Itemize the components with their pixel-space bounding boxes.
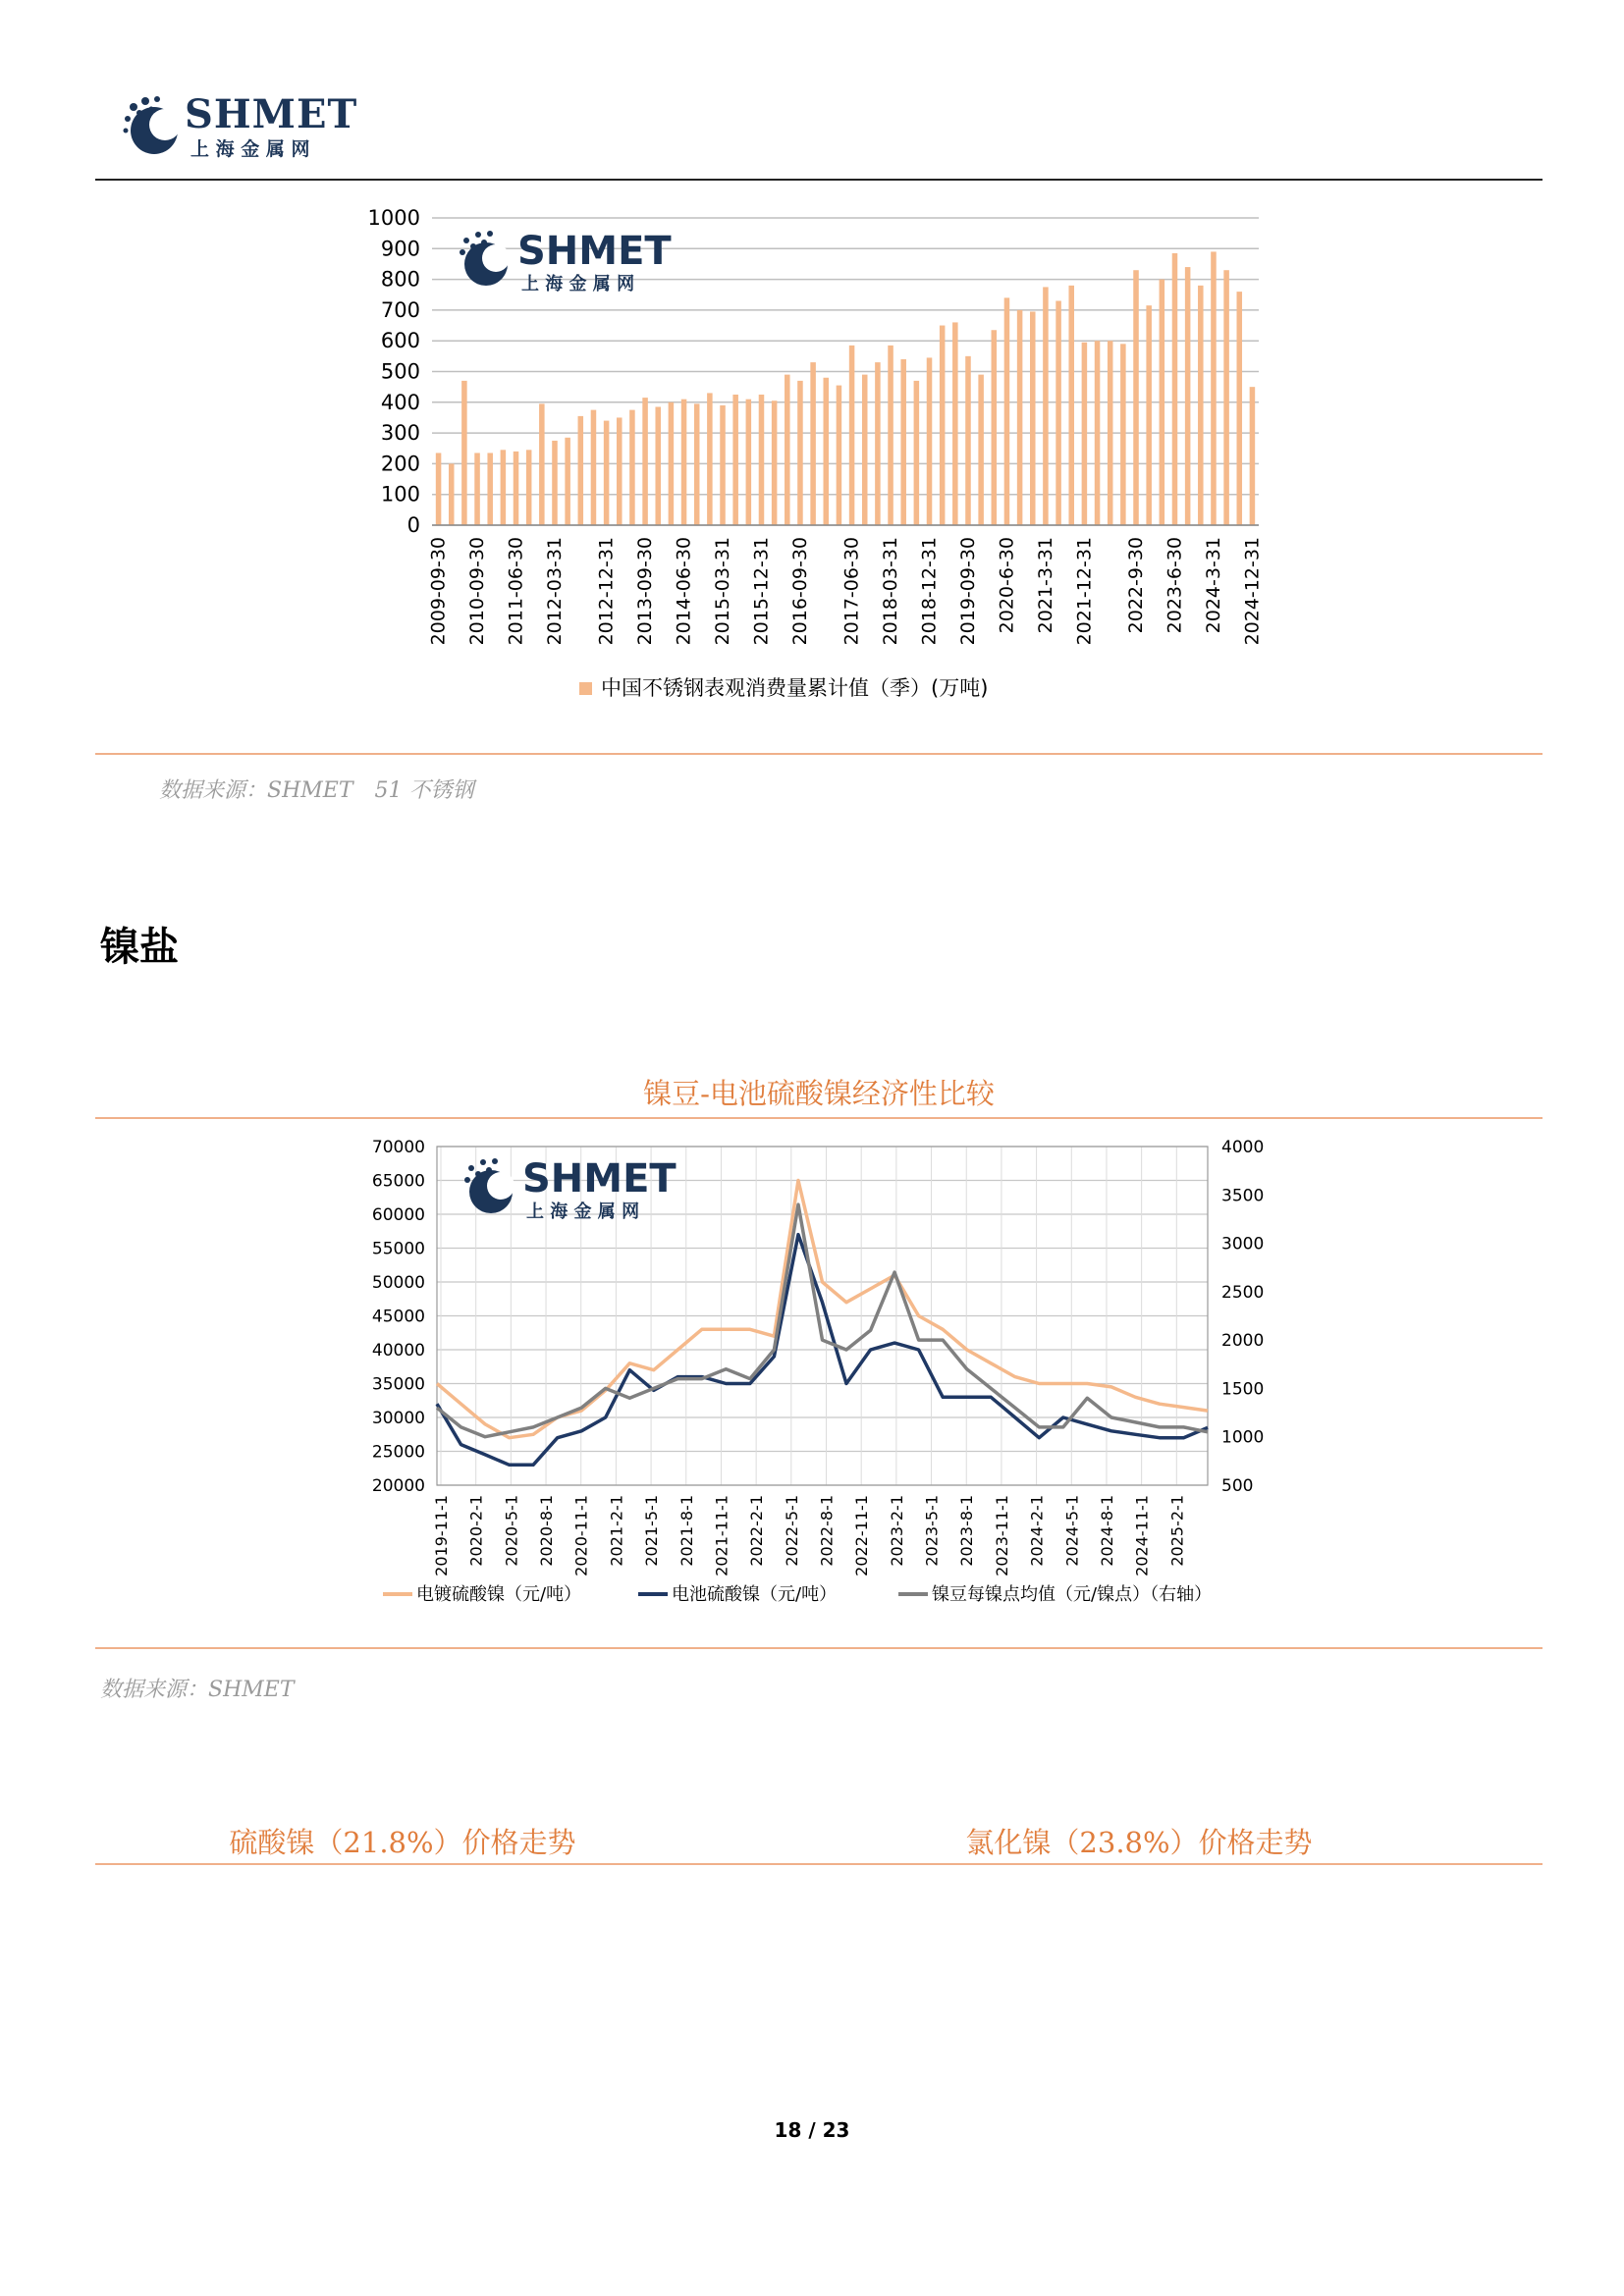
chart2-xtick-label: 2020-2-1 (466, 1495, 486, 1567)
chart1-xtick-label: 2014-06-30 (673, 537, 695, 646)
chart1-bar (669, 402, 675, 525)
chart1-watermark-dot (463, 238, 469, 243)
chart2-xtick-label: 2023-2-1 (887, 1495, 906, 1567)
stainless-consumption-chart (353, 201, 1276, 721)
chart2-legend-label: 电镀硫酸镍（元/吨） (416, 1584, 582, 1605)
chart1-bar (1056, 301, 1061, 525)
chart1-ytick-label: 100 (380, 482, 420, 507)
chart1-watermark-en: SHMET (517, 229, 672, 274)
chart1-xtick-label: 2013-09-30 (634, 537, 657, 646)
chart2-series-line-2 (437, 1204, 1208, 1437)
chart1-bar (1004, 297, 1010, 525)
chart1-bar (952, 322, 958, 525)
chart2-ytick-right: 500 (1221, 1476, 1254, 1496)
chart1-xtick-label: 2010-09-30 (466, 537, 489, 646)
chart1-xtick-label: 2020-6-30 (996, 537, 1018, 634)
chart1-bar (1185, 267, 1191, 525)
chart2-ytick-left: 35000 (371, 1374, 425, 1395)
chart1-xtick-label: 2009-09-30 (427, 537, 450, 646)
chart2-xtick-label: 2023-11-1 (992, 1495, 1011, 1576)
chart1-bar (785, 375, 790, 525)
chart1-bar (1223, 270, 1229, 525)
chart2-watermark (464, 1156, 677, 1222)
nickel-chloride-title: 氯化镍（23.8%）价格走势 (965, 1826, 1313, 1859)
bottom-titles-divider (95, 1863, 1543, 1865)
chart2-ytick-left: 65000 (371, 1171, 425, 1192)
chart1-bar (992, 330, 998, 525)
chart2-watermark-dot (468, 1165, 474, 1171)
chart2-watermark-cn: 上 海 金 属 网 (526, 1201, 640, 1222)
chart1-bar (707, 393, 713, 525)
chart1-bar (1133, 270, 1139, 525)
chart1-watermark (460, 229, 672, 294)
chart1-xtick-label: 2019-09-30 (956, 537, 979, 646)
chart2-xtick-label: 2021-5-1 (642, 1495, 662, 1567)
header-logo (120, 91, 375, 160)
chart1-bar (1068, 286, 1074, 525)
chart1-watermark-dot (481, 240, 487, 245)
chart1-bar (681, 400, 687, 525)
chart2-xtick-label: 2024-8-1 (1097, 1495, 1116, 1567)
chart2-watermark-dot (492, 1158, 498, 1164)
chart1-bar (862, 375, 868, 525)
chart2-xtick-label: 2022-5-1 (782, 1495, 801, 1567)
chart1-bar (1017, 310, 1023, 525)
chart1-bar (591, 410, 597, 525)
chart1-bar (604, 421, 610, 525)
chart2-ytick-left: 40000 (371, 1341, 425, 1361)
chart2-xtick-label: 2023-8-1 (957, 1495, 977, 1567)
chart1-xtick-label: 2012-12-31 (595, 537, 618, 646)
chart1-bar (732, 395, 738, 525)
chart1-bar (797, 381, 803, 525)
chart2-xtick-label: 2021-11-1 (712, 1495, 731, 1576)
chart1-bar (837, 386, 842, 525)
chart2-legend-label: 电池硫酸镍（元/吨） (672, 1584, 838, 1605)
chart1-bar (642, 398, 648, 525)
chart1-bar (1146, 305, 1152, 525)
chart2-ytick-left: 25000 (371, 1442, 425, 1463)
chart2-xtick-label: 2020-11-1 (571, 1495, 591, 1576)
chart1-ytick-label: 600 (380, 329, 420, 353)
chart1-xtick-label: 2017-06-30 (840, 537, 863, 646)
chart1-xtick-label: 2021-12-31 (1073, 537, 1096, 646)
chart1-xtick-label: 2018-03-31 (880, 537, 902, 646)
chart1-bar (849, 346, 855, 525)
chart1-bar (655, 406, 661, 525)
chart1-ytick-label: 900 (380, 237, 420, 261)
chart2-xtick-label: 2022-11-1 (852, 1495, 872, 1576)
chart2-watermark-en: SHMET (522, 1156, 677, 1201)
chart1-bar (1237, 292, 1243, 525)
chart2-ytick-left: 70000 (371, 1138, 425, 1157)
chart1-xtick-label: 2012-03-31 (543, 537, 566, 646)
chart2-ytick-left: 60000 (371, 1205, 425, 1225)
chart1-xtick-label: 2011-06-30 (505, 537, 527, 646)
chart2-xtick-label: 2020-8-1 (537, 1495, 557, 1567)
header-divider (95, 179, 1543, 181)
chart2-watermark-mark-cutout (487, 1172, 514, 1200)
chart2-bottom-divider (95, 1647, 1543, 1649)
chart1-xtick-label: 2015-03-31 (712, 537, 734, 646)
chart2-xtick-label: 2024-5-1 (1062, 1495, 1082, 1567)
chart1-source: 数据来源：SHMET 51 不锈钢 (159, 778, 474, 803)
chart1-bar (629, 410, 635, 525)
chart2-ytick-right: 1000 (1221, 1427, 1265, 1448)
chart1-ytick-label: 0 (406, 513, 420, 537)
page-number: 18 / 23 (774, 2118, 850, 2142)
chart1-bar (617, 417, 623, 525)
chart1-ytick-label: 800 (380, 267, 420, 292)
chart2-watermark-dot (480, 1159, 486, 1165)
chart2-xtick-label: 2024-2-1 (1027, 1495, 1047, 1567)
chart1-xtick-label: 2023-6-30 (1164, 537, 1186, 634)
chart2-xtick-label: 2025-2-1 (1167, 1495, 1187, 1567)
chart1-ytick-label: 500 (380, 359, 420, 384)
nickel-sulfate-title: 硫酸镍（21.8%）价格走势 (229, 1826, 576, 1859)
chart1-bar (1250, 387, 1256, 525)
chart2-watermark-dot (486, 1167, 492, 1173)
chart2-ytick-left: 30000 (371, 1409, 425, 1428)
chart1-bar (1030, 311, 1036, 525)
chart2-xtick-label: 2022-2-1 (747, 1495, 767, 1567)
chart1-bottom-divider (95, 753, 1543, 755)
chart1-bar (772, 400, 778, 525)
chart1-bar (914, 381, 920, 525)
chart1-xtick-label: 2016-09-30 (788, 537, 811, 646)
chart2-ytick-right: 2000 (1221, 1331, 1265, 1352)
chart1-bar (461, 381, 467, 525)
logo-mark-icon (120, 91, 189, 160)
chart1-watermark-cn: 上 海 金 属 网 (521, 274, 635, 294)
chart1-bar (1095, 341, 1101, 525)
chart2-xtick-label: 2021-2-1 (607, 1495, 626, 1567)
chart2-xtick-label: 2023-5-1 (922, 1495, 942, 1567)
chart1-bar (965, 356, 971, 525)
chart1-bar (1082, 343, 1088, 525)
chart1-bar (578, 416, 584, 525)
chart1-bar (900, 359, 906, 525)
chart1-ytick-label: 300 (380, 421, 420, 446)
chart1-bar (1211, 251, 1217, 525)
chart2-ytick-left: 55000 (371, 1239, 425, 1259)
chart2-legend-label: 镍豆每镍点均值（元/镍点）（右轴） (932, 1584, 1213, 1605)
chart1-bar (940, 326, 946, 525)
chart2-ytick-left: 20000 (371, 1476, 425, 1496)
chart1-bar (1043, 287, 1049, 525)
chart2-xtick-label: 2021-8-1 (677, 1495, 696, 1567)
nickel-economy-chart (353, 1127, 1286, 1618)
chart1-bar (565, 438, 570, 525)
chart1-bar (759, 395, 765, 525)
chart1-bar (1172, 253, 1178, 525)
chart1-bar (1108, 341, 1113, 525)
chart1-ytick-label: 400 (380, 390, 420, 414)
chart2-watermark-dot (464, 1177, 470, 1183)
chart2-ytick-right: 3000 (1221, 1234, 1265, 1255)
logo-title: SHMET (185, 91, 358, 137)
chart1-bar (1120, 344, 1126, 525)
chart1-bar (539, 403, 545, 525)
chart1-bar (978, 375, 984, 525)
logo-subtitle: 上 海 金 属 网 (190, 138, 310, 160)
chart2-top-divider (95, 1117, 1543, 1119)
chart1-bar (526, 450, 532, 525)
chart1-legend-label: 中国不锈钢表观消费量累计值（季）(万吨) (601, 676, 989, 700)
chart2-xtick-label: 2024-11-1 (1132, 1495, 1152, 1576)
chart1-xtick-label: 2015-12-31 (750, 537, 773, 646)
chart2-ytick-left: 45000 (371, 1307, 425, 1327)
chart1-xtick-label: 2018-12-31 (918, 537, 941, 646)
chart1-bar (552, 441, 558, 525)
chart2-xtick-label: 2022-8-1 (817, 1495, 837, 1567)
chart1-bar (810, 362, 816, 525)
chart1-bar (1198, 286, 1204, 525)
chart1-watermark-dot (487, 231, 493, 237)
chart1-xtick-label: 2021-3-31 (1034, 537, 1056, 634)
chart1-bar (824, 378, 830, 525)
chart2-heading: 镍豆-电池硫酸镍经济性比较 (643, 1077, 995, 1110)
chart1-bar (694, 403, 700, 525)
chart1-bar (487, 453, 493, 525)
chart1-bar (449, 463, 455, 525)
chart1-bar (875, 362, 881, 525)
chart2-ytick-right: 3500 (1221, 1186, 1265, 1206)
chart1-bar (927, 357, 933, 525)
chart1-bar (501, 450, 507, 525)
chart1-bar (746, 400, 752, 525)
chart1-bar (720, 405, 726, 525)
chart1-bar (514, 452, 519, 525)
chart1-xtick-label: 2024-3-31 (1202, 537, 1224, 634)
chart1-xtick-label: 2024-12-31 (1241, 537, 1264, 646)
chart1-watermark-dot (460, 249, 465, 255)
chart1-ytick-label: 200 (380, 452, 420, 476)
chart2-xtick-label: 2020-5-1 (502, 1495, 521, 1567)
chart2-ytick-left: 50000 (371, 1273, 425, 1293)
chart1-watermark-mark-cutout (482, 244, 510, 272)
chart1-bar (1160, 280, 1165, 525)
chart1-bar (474, 453, 480, 525)
chart2-ytick-right: 4000 (1221, 1138, 1265, 1157)
chart1-legend-swatch (579, 682, 592, 695)
section-title: 镍盐 (100, 924, 179, 970)
chart2-xtick-label: 2019-11-1 (432, 1495, 451, 1576)
chart1-watermark-dot (470, 243, 476, 249)
chart2-ytick-right: 2500 (1221, 1282, 1265, 1303)
chart1-ytick-label: 1000 (367, 206, 420, 230)
chart1-bar (888, 346, 893, 525)
chart1-watermark-dot (475, 232, 481, 238)
chart1-xtick-label: 2022-9-30 (1125, 537, 1148, 634)
chart2-watermark-dot (475, 1171, 481, 1177)
chart1-bar (436, 453, 442, 525)
chart2-source: 数据来源：SHMET (100, 1678, 295, 1702)
chart1-ytick-label: 700 (380, 297, 420, 322)
chart2-ytick-right: 1500 (1221, 1379, 1265, 1400)
